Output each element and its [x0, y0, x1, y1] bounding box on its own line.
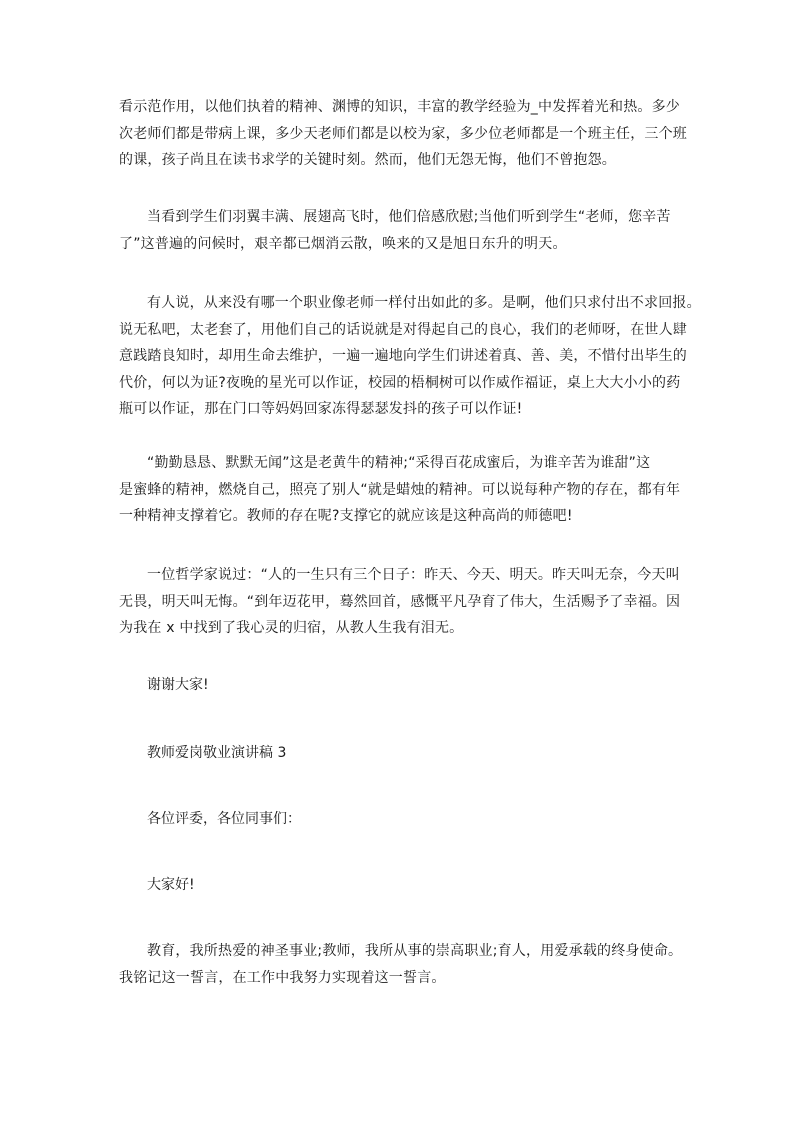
paragraph-line: 说无私吧，太老套了，用他们自己的话说就是对得起自己的良心，我们的老师呀，在世人肆	[119, 321, 687, 338]
greeting-line: 大家好!	[147, 877, 195, 893]
paragraph-line: 代价，何以为证?夜晚的星光可以作证，校园的梧桐树可以作威作福证，桌上大大小小的药	[119, 374, 681, 391]
paragraph-line: 了”这普遍的问候时，艰辛都已烟消云散，唤来的又是旭日东升的明天。	[119, 235, 567, 252]
paragraph-line: 无畏，明天叫无悔。“到年迈花甲，蓦然回首，感慨平凡孕育了伟大，生活赐予了幸福。因	[119, 593, 681, 610]
thanks-line: 谢谢大家!	[147, 677, 209, 693]
section-heading: 教师爱岗敬业演讲稿 3	[147, 745, 287, 761]
paragraph-line: 瓶可以作证，那在门口等妈妈回家冻得瑟瑟发抖的孩子可以作证!	[119, 401, 523, 417]
paragraph-line: 教育，我所热爱的神圣事业;教师，我所从事的崇高职业;育人，用爱承载的终身使命。	[147, 943, 683, 959]
paragraph-line: 看示范作用，以他们执着的精神、渊博的知识，丰富的教学经验为_中发挥着光和热。多少	[119, 99, 680, 115]
paragraph-1	[119, 94, 687, 174]
paragraph-4	[119, 450, 679, 530]
paragraph-line: 次老师们都是带病上课，多少天老师们都是以校为家，多少位老师都是一个班主任，三个班	[119, 125, 687, 142]
salutation-line: 各位评委，各位同事们：	[147, 811, 301, 827]
paragraph-line: 一种精神支撑着它。教师的存在呢?支撑它的就应该是这种高尚的师德吧!	[119, 508, 573, 524]
paragraph-6	[119, 938, 683, 991]
paragraph-3	[119, 290, 701, 423]
paragraph-line: 有人说，从来没有哪一个职业像老师一样付出如此的多。是啊，他们只求付出不求回报。	[147, 295, 701, 311]
paragraph-line: 的课，孩子尚且在读书求学的关键时刻。然而，他们无怨无悔，他们不曾抱怨。	[119, 152, 616, 168]
paragraph-line: 为我在 x 中找到了我心灵的归宿，从教人生我有泪无。	[119, 620, 464, 636]
paragraph-2	[119, 204, 679, 257]
paragraph-line: 意践踏良知时，却用生命去维护，一遍一遍地向学生们讲述着真、善、美，不惜付出毕生的	[119, 348, 687, 364]
paragraph-line: 一位哲学家说过：“人的一生只有三个日子：昨天、今天、明天。昨天叫无奈，今天叫	[147, 567, 680, 583]
paragraph-line: 是蜜蜂的精神，燃烧自己，照亮了别人“就是蜡烛的精神。可以说每种产物的存在，都有年	[119, 481, 681, 498]
paragraph-line: 当看到学生们羽翼丰满、展翅高飞时，他们倍感欣慰;当他们听到学生“老师，您辛苦	[147, 209, 671, 225]
paragraph-line: 我铭记这一誓言，在工作中我努力实现着这一誓言。	[119, 969, 446, 986]
paragraph-5	[119, 562, 679, 642]
paragraph-line: “勤勤恳恳、默默无闻”这是老黄牛的精神;“采得百花成蜜后，为谁辛苦为谁甜”这	[147, 455, 651, 471]
